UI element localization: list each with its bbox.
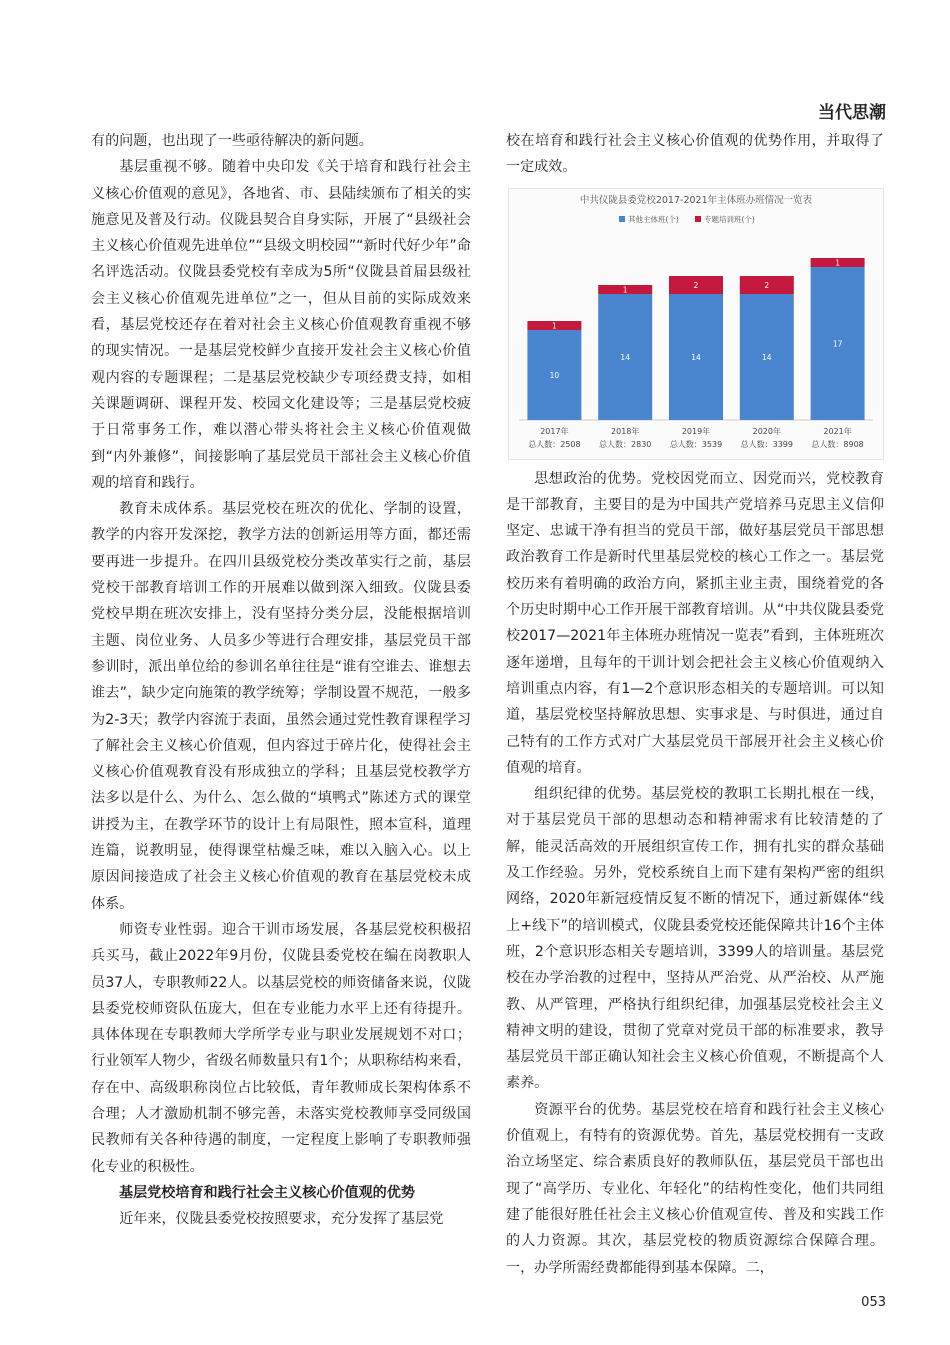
paragraph: 基层重视不够。随着中央印发《关于培育和践行社会主义核心价值观的意见》，各地省、市、县陆续颁布了相关的实施意见及普及行动。仪陇县契合自身实际，开展了“县级社会主义核心价值观先进单位”“县级文明校园”“新时代好少年”命名评选活动。仪陇县委党校有幸成为5所“仪陇县首届县级社会主义核心价值观先进单位”之一，但从目前的实际成效来看，基层党校还存在着对社会主义核心价值观教育重视不够的现实情况。一是基层党校鲜少直接开发社会主义核心价值观内容的专题课程；二是基层党校缺少专项经费支持，如相关课题调研、课程开发、校园文化建设等；三是基层党校疲于日常事务工作，难以潜心带头将社会主义核心价值观做到“内外兼修”，间接影响了基层党员干部社会主义核心价值观的培育和践行。 (91, 159, 471, 491)
paragraph: 组织纪律的优势。基层党校的教职工长期扎根在一线，对于基层党员干部的思想动态和精神需求有比较清楚的了解，能灵活高效的开展组织宣传工作，拥有扎实的群众基础及工作经验。另外，党校系统自上而下建有架构严密的组织网络，2020年新冠疫情反复不断的情况下，通过新媒体“线上+线下”的培训模式，仪陇县委党校还能保障共计16个主体班，2个意识形态相关专题培训，3399人的培训量。基层党校在办学治教的过程中，坚持从严治党、从严治校、从严施教、从严管理，严格执行组织纪律，加强基层党校社会主义精神文明的建设，贯彻了党章对党员干部的标准要求，教导基层党员干部正确认知社会主义核心价值观，不断提高个人素养。 (506, 786, 884, 1092)
legend-label-special: 专题培训班(个) (704, 214, 755, 224)
legend-label-other: 其他主体班(个) (628, 214, 679, 224)
chart-title: 中共仪陇县委党校2017-2021年主体班办班情况一览表 (579, 194, 813, 206)
legend-swatch-special (695, 216, 701, 222)
data-label: 1 (552, 321, 557, 331)
paragraph: 资源平台的优势。基层党校在培育和践行社会主义核心价值观上，有特有的资源优势。首先，基层党校拥有一支政治立场坚定、综合素质良好的教师队伍，基层党员干部也出现了“高学历、专业化、年轻化”的结构性变化，他们共同组建了能很好胜任社会主义核心价值观宣传、普及和实践工作的人力资源。其次，基层党校的物质资源综合保障合理。一，办学所需经费都能得到基本保障。二， (506, 1101, 884, 1276)
paragraph: 思想政治的优势。党校因党而立、因党而兴，党校教育是干部教育，主要目的是为中国共产党培养马克思主义信仰坚定、忠诚干净有担当的党员干部，做好基层党员干部思想政治教育工作是新时代里基层党校的核心工作之一。基层党校历来有着明确的政治方向，紧抓主业主责，围绕着党的各个历史时期中心工作开展干部教育培训。从“中共仪陇县委党校2017—2021年主体班办班情况一览表”看到，主体班班次逐年递增，且每年的干训计划会把社会主义核心价值观纳入培训重点内容，有1—2个意识形态相关的专题培训。可以知道，基层党校坚持解放思想、实事求是、与时俱进，通过自己特有的工作方式对广大基层党员干部展开社会主义核心价值观的培育。 (506, 470, 884, 776)
data-label: 2 (693, 280, 699, 290)
data-label: 14 (691, 352, 701, 362)
x-tick-sublabel: 总人数：3399 (740, 439, 793, 449)
data-label: 10 (549, 370, 560, 380)
paragraph: 有的问题，也出现了一些亟待解决的新问题。 (91, 133, 373, 149)
x-tick-label: 2019年 (681, 426, 711, 436)
paragraph: 近年来，仪陇县委党校按照要求，充分发挥了基层党 (119, 1211, 444, 1228)
x-tick-label: 2018年 (611, 426, 640, 436)
data-label: 17 (832, 339, 843, 349)
x-tick-label: 2017年 (540, 426, 569, 436)
x-tick-label: 2020年 (752, 426, 781, 436)
x-tick-sublabel: 总人数：2830 (599, 439, 652, 449)
x-tick-sublabel: 总人数：3539 (669, 439, 723, 449)
data-label: 14 (620, 352, 630, 362)
paragraph: 校在培育和践行社会主义核心价值观的优势作用，并取得了一定成效。 (506, 133, 884, 176)
data-label: 1 (622, 285, 628, 295)
x-tick-sublabel: 总人数：8908 (811, 439, 864, 449)
data-label: 2 (764, 280, 770, 290)
bar-chart (508, 188, 884, 460)
legend-swatch-other (619, 216, 625, 222)
chart-svg (509, 189, 883, 459)
paragraph: 师资专业性弱。迎合干训市场发展，各基层党校积极招兵买马，截止2022年9月份，仪陇县委党校在编在岗教职人员37人，专职教师22人。以基层党校的师资储备来说，仪陇县委党校师资队伍庞大，但在专业能力水平上还有待提升。具体体现在专职教师大学所学专业与职业发展规划不对口；行业领军人物少，省级名师数量只有1个；从职称结构来看，存在中、高级职称岗位占比较低，青年教师成长架构体系不合理；人才激励机制不够完善，未落实党校教师享受同级国民教师有关各种待遇的制度，一定程度上影响了专职教师强化专业的积极性。 (91, 921, 471, 1175)
x-tick-sublabel: 总人数：2508 (528, 439, 581, 449)
paragraph: 教育未成体系。基层党校在班次的优化、学制的设置，教学的内容开发深挖，教学方法的创新运用等方面，都还需要再进一步提升。在四川县级党校分类改革实行之前，基层党校干部教育培训工作的开展难以做到深入细致。仪陇县委党校早期在班次安排上，没有坚持分类分层，没能根据培训主题、岗位业务、人员多少等进行合理安排，基层党员干部参训时，派出单位给的参训名单往往是“谁有空谁去、谁想去谁去”，缺少定向施策的教学统筹；学制设置不规范，一般多为2-3天；教学内容流于表面，虽然会通过党性教育课程学习了解社会主义核心价值观，但内容过于碎片化，使得社会主义核心价值观教育没有形成独立的学科；且基层党校教学方法多以是什么、为什么、怎么做的“填鸭式”陈述方式的课堂讲授为主，在教学环节的设计上有局限性，照本宣科，道理连篇，说教明显，使得课堂枯燥乏味，难以入脑入心。以上原因间接造成了社会主义核心价值观的教育在基层党校未成体系。 (91, 501, 471, 912)
right-column (506, 128, 884, 1281)
page-number: 053 (861, 1295, 886, 1310)
data-label: 14 (762, 352, 772, 362)
data-label: 1 (835, 258, 840, 268)
journal-section-title: 当代思潮 (818, 103, 886, 123)
left-column (91, 128, 471, 1232)
section-heading: 基层党校培育和践行社会主义核心价值观的优势 (119, 1184, 415, 1201)
x-tick-label: 2021年 (823, 426, 852, 436)
